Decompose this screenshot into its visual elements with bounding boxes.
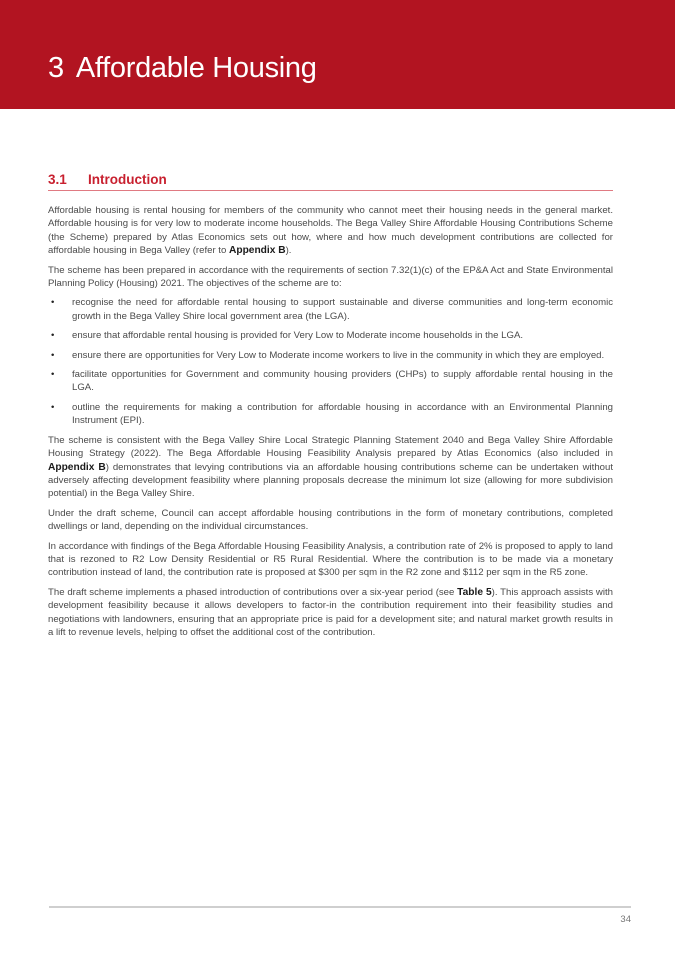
bullet-icon: •: [51, 349, 55, 361]
objective-item: [48, 401, 613, 428]
bullet-icon: •: [51, 401, 55, 413]
appendix-b-reference: Appendix B: [228, 245, 286, 257]
paragraph-consistency: [48, 434, 613, 501]
footer-divider: [49, 906, 631, 908]
section-heading: [48, 172, 613, 191]
paragraph-phased-introduction: [48, 586, 613, 640]
chapter-banner: [0, 0, 675, 109]
bullet-icon: •: [51, 297, 55, 309]
objective-text: outline the requirements for making a contribution for affordable housing in accordance with an Environmental Planning Instrument (EPI).: [72, 401, 613, 427]
text: Affordable housing is rental housing for members of the community who cannot meet their housing needs in the general market. Affordable housing is for very low to moderate income households. The Bega Valley Shire Affordable Housing Contributions Scheme (the Scheme) prepared by Atlas Economics sets out how, where and how much development contributions are collected for affordable housing in Bega Valley (refer to: [48, 205, 613, 257]
chapter-title: [48, 52, 317, 85]
section-number: 3.1: [48, 172, 67, 187]
objective-item: [48, 329, 613, 342]
bullet-icon: •: [51, 330, 55, 342]
objective-item: [48, 349, 613, 362]
objective-text: recognise the need for affordable rental housing to support sustainable and diverse communities and long-term economic growth in the Bega Valley Shire local government area (the LGA).: [72, 297, 613, 322]
paragraph-scheme-prepared: The scheme has been prepared in accordance with the requirements of section 7.32(1)(c) of the EP&A Act and State Environmental Planning Policy (Housing) 2021. The objectives of the scheme are to:: [48, 264, 613, 290]
objectives-list: [48, 296, 613, 427]
objective-item: [48, 296, 613, 323]
text: ). This approach assists with development feasibility because it allows developers to factor-in the contribution requirement into their feasibility studies and negotiations with landowners, ensuring that an appropriate price is paid for a development site; and natural market growth results in a lift to revenue levels, helping to offset the additional cost of the contribution.: [48, 586, 613, 638]
objective-text: ensure there are opportunities for Very Low to Moderate income workers to live in the community in which they are employed.: [72, 349, 605, 361]
table-5-reference: Table 5: [457, 586, 492, 598]
paragraph-intro: [48, 204, 613, 258]
chapter-title-text: Affordable Housing: [75, 52, 317, 84]
objective-text: ensure that affordable rental housing is provided for Very Low to Moderate income households in the LGA.: [72, 330, 524, 342]
paragraph-draft-scheme: Under the draft scheme, Council can accept affordable housing contributions in the form of monetary contributions, completed dwellings or land, depending on the individual circumstances.: [48, 507, 613, 533]
section-title: Introduction: [88, 172, 167, 187]
objective-item: [48, 368, 613, 395]
objective-text: facilitate opportunities for Government and community housing providers (CHPs) to supply affordable rental housing in the LGA.: [72, 369, 613, 394]
page-number: 34: [620, 914, 631, 925]
paragraph-contribution-rate: In accordance with findings of the Bega Affordable Housing Feasibility Analysis, a contribution rate of 2% is proposed to apply to land that is rezoned to R2 Low Density Residential or R5 Rural Residential. Where the contribution is to be made via a monetary contribution instead of land, the contribution rate is proposed at $300 per sqm in the R2 zone and $112 per sqm in the R5 zone.: [48, 540, 613, 579]
chapter-number: 3: [48, 52, 64, 84]
text: ) demonstrates that levying contributions via an affordable housing contributions scheme can be undertaken without adversely affecting development feasibility where planning proposals decrease the minimum lot size (allowing for more subdivision potential) in the Bega Valley Shire.: [48, 461, 613, 500]
page-content: [48, 172, 613, 645]
bullet-icon: •: [51, 369, 55, 381]
text: The draft scheme implements a phased introduction of contributions over a six-year period (see: [48, 586, 458, 598]
text: ).: [285, 245, 292, 257]
appendix-b-reference: Appendix B: [48, 461, 106, 473]
text: The scheme is consistent with the Bega Valley Shire Local Strategic Planning Statement 2040 and Bega Valley Shire Affordable Housing Strategy (2022). The Bega Affordable Housing Feasibility Analysis prepared by Atlas Economics (also included in: [48, 434, 613, 460]
